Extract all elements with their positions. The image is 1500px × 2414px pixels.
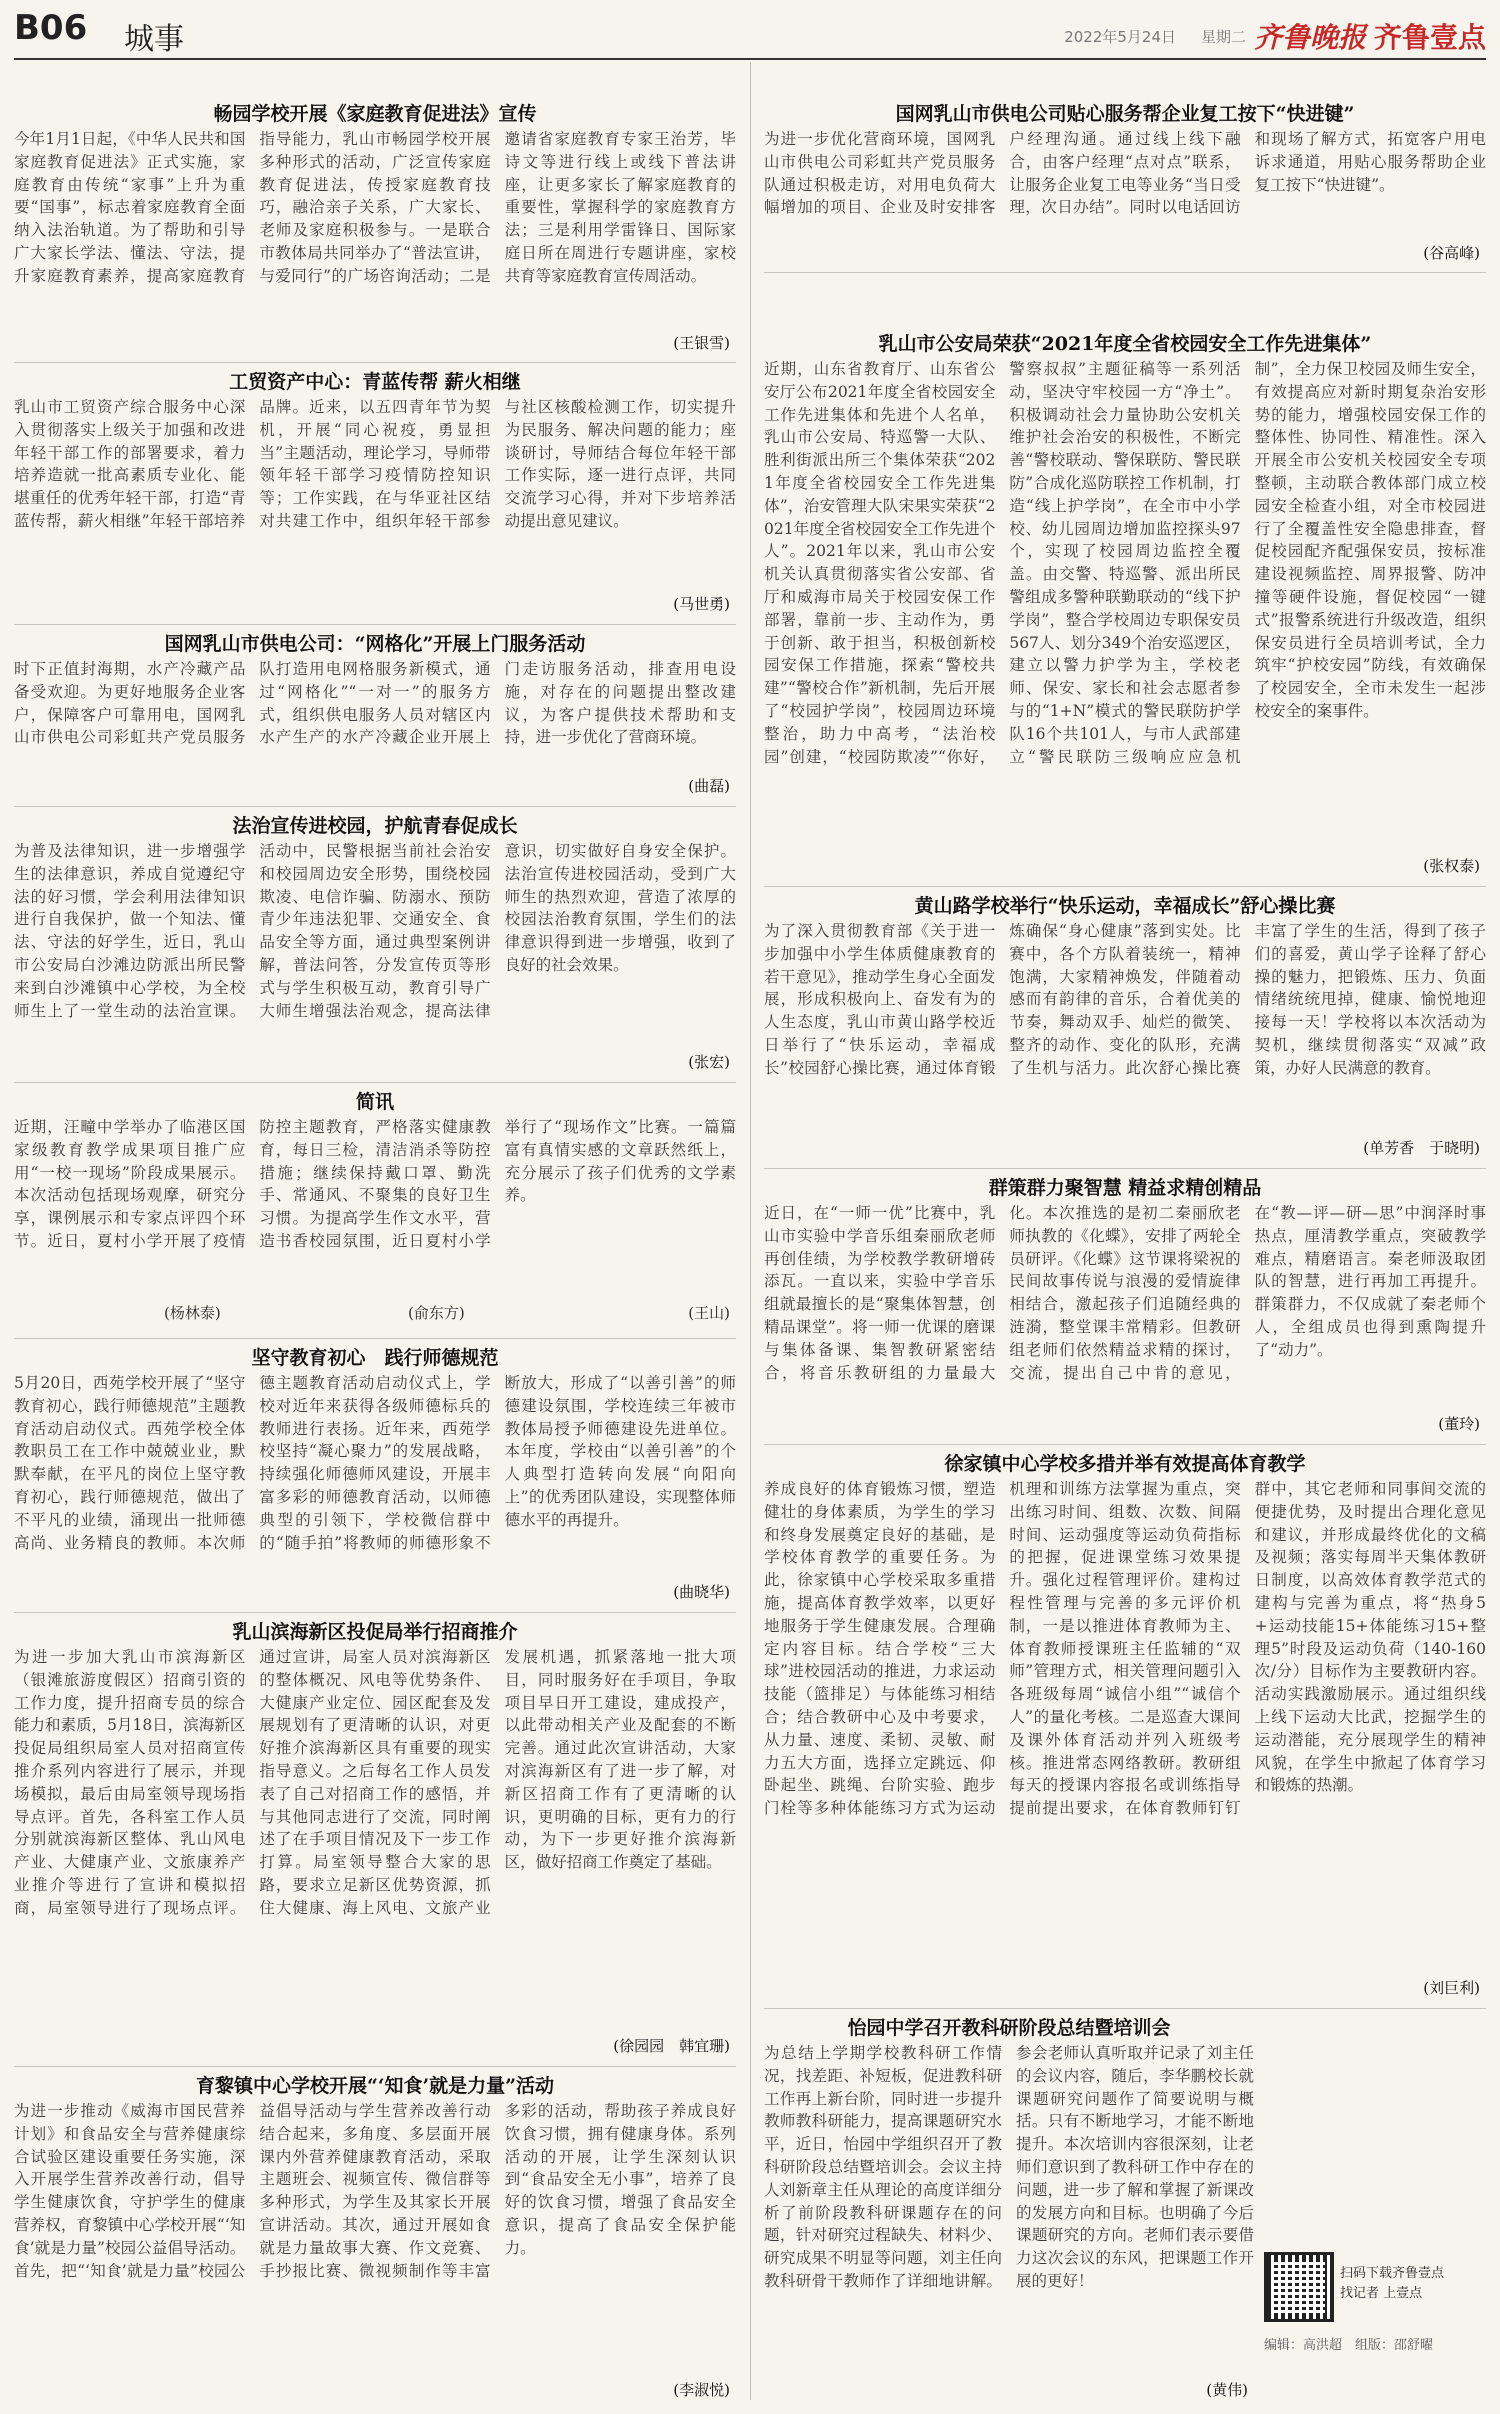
article-gongdian-fugong <box>764 100 1486 265</box>
article-yiyuan <box>764 2014 1254 2402</box>
issue-date: 2022年5月24日 <box>1064 28 1176 46</box>
article-title: 坚守教育初心 践行师德规范 <box>251 1347 499 1369</box>
article-byline: (李淑悦) <box>667 2379 730 2400</box>
article-divider <box>14 362 736 363</box>
article-body: 近日，在“一师一优”比赛中，乳山市实验中学音乐组秦丽欣老师再创佳绩，为学校教学教研增砖添瓦。一直以来，实验中学音乐组就最擅长的是“聚集体智慧，创精品课堂”。将一师一优课的磨课与集体备课、集智教研紧密结合，将音乐教研组的力量最大化。本次推选的是初二秦丽欣老师执教的《化蝶》，安排了两轮全员研评。《化蝶》这节课将梁祝的民间故事传说与浪漫的爱情旋律相结合，激起孩子们追随经典的涟漪，整堂课丰常精彩。但教研组老师们依然精益求精的探讨，交流，提出自己中肯的意见，在“教—评—研—思”中润泽时事热点，厘清教学重点，突破教学难点，精磨语言。秦老师汲取团队的智慧，进行再加工再提升。群策群力，不仅成就了秦老师个人，全组成员也得到熏陶提升了“动力”。 <box>764 1204 1486 1382</box>
article-body: 近期，汪疃中学举办了临港区国家级教育教学成果项目推广应用“一校一现场”阶段成果展示。本次活动包括现场观摩，研究分享，课例展示和专家点评四个环节。近日，夏村小学开展了疫情防控主题教育，严格落实健康教育，每日三检，清洁消杀等防控措施；继续保持戴口罩、勤洗手、常通风、不聚集的良好卫生习惯。为提高学生作文水平，营造书香校园氛围，近日夏村小学举行了“现场作文”比赛。一篇篇富有真情实感的文章跃然纸上，充分展示了孩子们优秀的文学素养。 <box>14 1118 736 1250</box>
article-divider <box>764 272 1486 273</box>
article-body: 时下正值封海期，水产冷藏产品备受欢迎。为更好地服务企业客户，保障客户可靠用电，国网乳山市供电公司彩虹共产党员服务队打造用电网格服务新模式，通过“网格化”“一对一”的服务方式，组织供电服务人员对辖区内水产生产的水产冷藏企业开展上门走访服务活动，排查用电设施，对存在的问题提出整改建议，为客户提供技术帮助和支持，进一步优化了营商环境。 <box>14 660 736 747</box>
article-body: 为总结上学期学校教科研工作情况，找差距、补短板，促进教科研工作再上新台阶，同时进一步提升教师教科研能力，提高课题研究水平，近日，怡园中学组织召开了教科研阶段总结暨培训会。会议主持人刘新章主任从理论的高度详细分析了前阶段教科研课题存在的问题，针对研究过程缺失、材料少、研究成果不明显等问题，刘主任向教科研骨干教师作了详细地讲解。参会老师认真听取并记录了刘主任的会议内容，随后，李华鹏校长就课题研究问题作了简要说明与概括。只有不断地学习，才能不断地提升。本次培训内容很深刻，让老师们意识到了教科研工作中存在的问题，进一步了解和掌握了新课改的发展方向和目标。也明确了今后课题研究的方向。老师们表示要借力这次会议的东风，把课题工作开展的更好！ <box>764 2044 1254 2290</box>
section-name: 城事 <box>124 22 184 57</box>
brief-byline-3: (王山) <box>688 1304 730 1322</box>
article-title: 国网乳山市供电公司贴心服务帮企业复工按下“快进键” <box>895 103 1355 125</box>
article-body: 为了深入贯彻教育部《关于进一步加强中小学生体质健康教育的若干意见》，推动学生身心全面发展，形成积极向上、奋发有为的人生态度，乳山市黄山路学校近日举行了“快乐运动，幸福成长”校园舒心操比赛，通过体育锻炼确保“身心健康”落到实处。比赛中，各个方队着装统一，精神饱满，大家精神焕发，伴随着动感而有韵律的音乐，合着优美的节奏，舞动双手、灿烂的微笑、整齐的动作、变化的队形，充满了生机与活力。此次舒心操比赛丰富了学生的生活，得到了孩子们的喜爱，黄山学子诠释了舒心操的魅力，把锻炼、压力、负面情绪统统甩掉，健康、愉悦地迎接每一天！学校将以本次活动为契机，继续贯彻落实“双减”政策，办好人民满意的教育。 <box>764 922 1486 1077</box>
article-title: 乳山滨海新区投促局举行招商推介 <box>232 1621 518 1643</box>
article-byline: (徐园园 韩宜珊) <box>607 2035 730 2056</box>
article-divider <box>764 886 1486 887</box>
article-title: 简讯 <box>355 1091 394 1113</box>
article-divider <box>14 624 736 625</box>
article-byline: (黄伟) <box>1200 2379 1248 2400</box>
article-byline: (张宏) <box>682 1051 730 1072</box>
article-title: 畅园学校开展《家庭教育促进法》宣传 <box>213 103 537 125</box>
article-byline: (刘巨利) <box>1417 1977 1480 1998</box>
article-divider <box>14 2066 736 2067</box>
brand-sub-logo: 齐鲁壹点 <box>1373 21 1486 54</box>
article-title: 乳山市公安局荣获“2021年度全省校园安全工作先进集体” <box>878 333 1372 355</box>
article-body: 为普及法律知识，进一步增强学生的法律意识，养成自觉遵纪守法的好习惯，学会利用法律知识进行自我保护，做一个知法、懂法、守法的好学生，近日，乳山市公安局白沙滩边防派出所民警来到白沙滩镇中心学校，为全校师生上了一堂生动的法治宣课。活动中，民警根据当前社会治安和校园周边安全形势，围绕校园欺凌、电信诈骗、防溺水、预防青少年违法犯罪、交通安全、食品安全等方面，通过典型案例讲解，普法问答，分发宣传页等形式与学生积极互动，教育引导广大师生增强法治观念，提高法律意识，切实做好自身安全保护。法治宣传进校园活动，受到广大师生的热烈欢迎，营造了浓厚的校园法治教育氛围，学生们的法律意识得到进一步增强，收到了良好的社会效果。 <box>14 842 736 1020</box>
column-divider <box>750 62 751 2400</box>
article-divider <box>14 1612 736 1613</box>
article-byline: (张权泰) <box>1417 855 1480 876</box>
page-number: B06 <box>14 8 88 48</box>
article-binhai <box>14 1618 736 2058</box>
article-body: 5月20日，西苑学校开展了“坚守教育初心，践行师德规范”主题教育活动启动仪式。西苑学校全体教职员工在工作中兢兢业业，默默奉献，在平凡的岗位上坚守教育初心，践行师德规范，做出了不平凡的业绩，涌现出一批师德高尚、业务精良的教师。本次师德主题教育活动启动仪式上，学校对近年来获得各级师德标兵的教师进行表扬。近年来，西苑学校坚持“凝心聚力”的发展战略，持续强化师德师风建设，开展丰富多彩的师德教育活动，以师德典型的引领下，学校微信群中的“随手拍”将教师的师德形象不断放大，形成了“以善引善”的师德建设氛围，学校连续三年被市教体局授予师德建设先进单位。本年度，学校由“以善引善”的个人典型打造转向发展“向阳向上”的优秀团队建设，实现整体师德水平的再提升。 <box>14 1374 736 1552</box>
article-divider <box>764 1168 1486 1169</box>
article-body: 乳山市工贸资产综合服务中心深入贯彻落实上级关于加强和改进年轻干部工作的部署要求，着力培养造就一批高素质专业化、能堪重任的优秀年轻干部，打造“青蓝传帮，薪火相继”年轻干部培养品牌。近来，以五四青年节为契机，开展“同心祝疫，勇显担当”主题活动，理论学习，导师带领年轻干部学习疫情防控知识等；工作实践，在与华亚社区结对共建工作中，组织年轻干部参与社区核酸检测工作，切实提升为民服务、解决问题的能力；座谈研讨，导师结合每位年轻干部工作实际，逐一进行点评，共同交流学习心得，并对下步培养活动提出意见建议。 <box>14 398 736 530</box>
article-body: 养成良好的体育锻炼习惯，塑造健壮的身体素质，为学生的学习和终身发展奠定良好的基础，是学校体育教学的重要任务。为此，徐家镇中心学校采取多重措施，提高体育教学效率，以更好地服务于学生健康发展。合理确定内容目标。结合学校“三大球”进校园活动的推进，力求运动技能（篮排足）与体能练习相结合；结合教研中心及中考要求，从力量、速度、柔韧、灵敏、耐力五大方面，选择立定跳远、仰卧起坐、跳绳、台阶实验、跑步门栓等多种体能练习方式为运动机理和训练方法掌握为重点，突出练习时间、组数、次数、间隔时间、运动强度等运动负荷指标的把握，促进课堂练习效果提升。强化过程管理评价。建构过程性管理与完善的多元评价机制，一是以推进体育教师为主、体育教师授课班主任监辅的“双师”管理方式，相关管理问题引入各班级每周“诚信小组”“诚信个人”的量化考核。二是巡查大课间及课外体育活动并列入班级考核。推进常态网络教研。教研组每天的授课内容报名或训练指导提前提出要求，在体育教师钉钉群中，其它老师和同事间交流的便捷优势，及时提出合理化意见和建议，并形成最终优化的文稿及视频；落实每周半天集体教研日制度，以高效体育教学范式的建构与完善为重点，将“热身5+运动技能15+体能练习15+整理5”时段及运动负荷（140-160次/分）目标作为主要教研内容。活动实践激励展示。通过组织线上线下运动大比武，挖掘学生的运动潜能，充分展现学生的精神风貌，在学生中掀起了体育学习和锻炼的热潮。 <box>764 1480 1486 1818</box>
article-gongdian-wangge <box>14 630 736 798</box>
article-body: 为进一步加大乳山市滨海新区（银滩旅游度假区）招商引资的工作力度，提升招商专员的综合能力和素质，5月18日，滨海新区投促局组织局室人员对招商宣传推介系列内容进行了展示，并现场模拟，最后由局室领导现场指导点评。首先，各科室工作人员分别就滨海新区整体、乳山风电产业、大健康产业、文旅康养产业推介等进行了宣讲和模拟招商，局室领导进行了现场点评。通过宣讲，局室人员对滨海新区的整体概况、风电等优势条件、大健康产业定位、园区配套及发展规划有了更清晰的认识，对更好推介滨海新区具有重要的现实指导意义。之后每名工作人员发表了自己对招商工作的感悟，并与其他同志进行了交流，同时阐述了在手项目情况及下一步工作打算。局室领导整合大家的思路，要求立足新区优势资源，抓住大健康、海上风电、文旅产业发展机遇，抓紧落地一批大项目，同时服务好在手项目，争取项目早日开工建设，建成投产，以此带动相关产业及配套的不断完善。通过此次宣讲活动，大家对滨海新区有了进一步了解，对新区招商工作有了更清晰的认识，更明确的目标，更有力的行动，为下一步更好推介滨海新区，做好招商工作奠定了基础。 <box>14 1648 736 1917</box>
article-byline: (王银雪) <box>667 332 730 353</box>
article-byline: (谷高峰) <box>1417 242 1480 263</box>
brief-byline-1: (杨林泰) <box>164 1304 221 1322</box>
article-byline: (曲磊) <box>682 775 730 796</box>
article-fazhi <box>14 812 736 1074</box>
article-xujiazhen <box>764 1450 1486 2000</box>
article-divider <box>14 1082 736 1083</box>
article-gongmao <box>14 368 736 616</box>
article-body: 近期，山东省教育厅、山东省公安厅公布2021年度全省校园安全工作先进集体和先进个人名单，乳山市公安局、特巡警一大队、胜利街派出所三个集体荣获“2021年度全省校园安全工作先进集体”，治安管理大队宋果实荣获“2021年度全省校园安全工作先进个人”。2021年以来，乳山市公安机关认真贯彻落实省公安部、省厅和威海市局关于校园安保工作部署，靠前一步、主动作为，勇于创新、敢于担当，积极创新校园安保工作措施，探索“警校共建”“警校合作”新机制，先后开展了“校园护学岗”，校园周边环境整治，助力中高考，“法治校园”创建，“校园防欺凌”“你好，警察叔叔”主题征稿等一系列活动，坚决守牢校园一方“净土”。积极调动社会力量协助公安机关维护社会治安的积极性，不断完善“警校联动、警保联防、警民联防”合成化巡防联控工作机制，打造“线上护学岗”，在全市中小学校、幼儿园周边增加监控探头97个，实现了校园周边监控全覆盖。由交警、特巡警、派出所民警组成多警种联勤联动的“线下护学岗”，整合学校周边专职保安员567人、划分349个治安巡逻区，建立以警力护学为主，学校老师、保安、家长和社会志愿者参与的“1+N”模式的警民联防护学队16个共101人，与市人武部建立“警民联防三级响应应急机制”，全力保卫校园及师生安全，有效提高应对新时期复杂治安形势的能力，增强校园安保工作的整体性、协同性、精准性。深入开展全市公安机关校园安全专项整顿，主动联合教体部门成立校园安全检查小组，对全市校园进行了全覆盖性安全隐患排查，督促校园配齐配强保安员，按标准建设视频监控、周界报警、防冲撞等硬件设施，督促校园“一键式”报警系统进行升级改造，组织保安员进行全员培训考试，全力筑牢“护校安园”防线，有效确保了校园安全，全市未发生一起涉校安全的案事件。 <box>764 360 1486 766</box>
article-body: 为进一步优化营商环境，国网乳山市供电公司彩虹共产党员服务队通过积极走访，对用电负荷大幅增加的项目、企业及时安排客户经理沟通。通过线上线下融合，由客户经理“点对点”联系，让服务企业复工电等业务“当日受理，次日办结”。同时以电话回访和现场了解方式，拓宽客户用电诉求通道，用贴心服务帮助企业复工按下“快进键”。 <box>764 130 1486 217</box>
brief-byline-2: (俞东方) <box>408 1304 465 1322</box>
article-divider <box>764 2008 1486 2009</box>
article-divider <box>14 806 736 807</box>
article-title: 国网乳山市供电公司：“网格化”开展上门服务活动 <box>164 633 586 655</box>
article-title: 群策群力聚智慧 精益求精创精品 <box>988 1177 1262 1199</box>
qr-code-icon[interactable] <box>1264 2252 1334 2322</box>
article-xiyuan <box>14 1344 736 1604</box>
article-byline: (董玲) <box>1432 1413 1480 1434</box>
article-huangshanlu <box>764 892 1486 1160</box>
article-body: 今年1月1日起，《中华人民共和国家庭教育促进法》正式实施，家庭教育由传统“家事”上升为重要“国事”，标志着家庭教育全面纳入法治轨道。为了帮助和引导广大家长学法、懂法、守法，提升家庭教育素养，提高家庭教育指导能力，乳山市畅园学校开展多种形式的活动，广泛宣传家庭教育促进法，传授家庭教育技巧，融洽亲子关系，广大家长、老师及家庭积极参与。一是联合市教体局共同举办了“普法宣讲，与爱同行”的广场咨询活动；二是邀请省家庭教育专家王治芳，毕诗文等进行线上或线下普法讲座，让更多家长了解家庭教育的重要性，掌握科学的家庭教育方法；三是利用学雷锋日、国际家庭日所在周进行专题讲座，家校共育等家庭教育宣传周活动。 <box>14 130 736 285</box>
article-byline: (单芳香 于晓明) <box>1357 1137 1480 1158</box>
page-footer <box>1264 2252 1486 2402</box>
article-changyuan <box>14 100 736 355</box>
qr-caption: 扫码下载齐鲁壹点 找记者 上壹点 <box>1340 2266 1445 2301</box>
article-byline: (马世勇) <box>667 593 730 614</box>
article-byline: (曲晓华) <box>667 1581 730 1602</box>
page-header <box>14 6 1486 60</box>
article-title: 育黎镇中心学校开展“‘知食’就是力量”活动 <box>195 2075 555 2097</box>
article-shiyan <box>764 1174 1486 1436</box>
article-divider <box>764 1444 1486 1445</box>
article-title: 工贸资产中心：青蓝传帮 薪火相继 <box>229 371 521 393</box>
article-title: 黄山路学校举行“快乐运动，幸福成长”舒心操比赛 <box>914 895 1336 917</box>
article-title: 徐家镇中心学校多措并举有效提高体育教学 <box>944 1453 1306 1475</box>
article-jianxun <box>14 1088 736 1330</box>
article-title: 法治宣传进校园，护航青春促成长 <box>232 815 518 837</box>
article-title: 怡园中学召开教科研阶段总结暨培训会 <box>847 2017 1171 2039</box>
editor-credits: 编辑：高洪超 组版：邵舒曜 <box>1264 2338 1434 2353</box>
article-gongan <box>764 330 1486 878</box>
article-divider <box>14 1338 736 1339</box>
brand-logo: 齐鲁晚报 <box>1253 21 1366 54</box>
article-yuli <box>14 2072 736 2402</box>
issue-weekday: 星期二 <box>1200 28 1246 46</box>
article-body: 为进一步推动《威海市国民营养计划》和食品安全与营养健康综合试验区建设重要任务实施，深入开展学生营养改善行动，倡导学生健康饮食，守护学生的健康营养权，育黎镇中心学校开展“‘知食’就是力量”校园公益倡导活动。首先，把“‘知食’就是力量”校园公益倡导活动与学生营养改善行动结合起来，多角度、多层面开展课内外营养健康教育活动，采取主题班会、视频宣传、微信群等多种形式，为学生及其家长开展宣讲活动。其次，通过开展如食就是力量故事大赛、作文竞赛、手抄报比赛、微视频制作等丰富多彩的活动，帮助孩子养成良好饮食习惯，拥有健康身体。系列活动的开展，让学生深刻认识到“食品安全无小事”，培养了良好的饮食习惯，增强了食品安全意识，提高了食品安全保护能力。 <box>14 2102 736 2280</box>
